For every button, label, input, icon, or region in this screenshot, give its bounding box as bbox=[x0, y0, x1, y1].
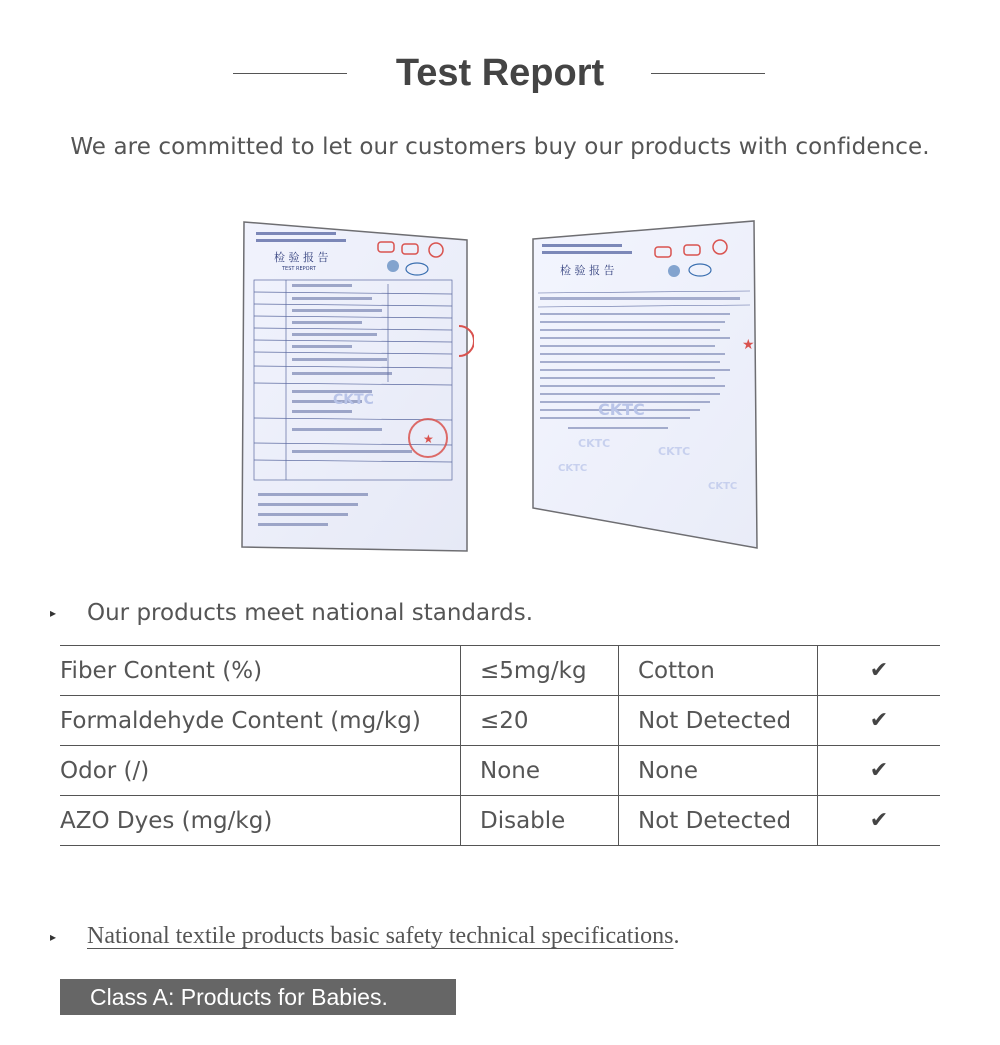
check-icon: ✔ bbox=[818, 696, 941, 746]
title-right-rule bbox=[651, 73, 765, 74]
doc1-heading-cn: 检 验 报 告 bbox=[274, 251, 329, 264]
svg-text:CKTC: CKTC bbox=[658, 445, 691, 458]
doc1-heading-en: TEST REPORT bbox=[282, 266, 316, 272]
row-standard: ≤5mg/kg bbox=[461, 646, 619, 696]
row-item: Fiber Content (%) bbox=[60, 646, 461, 696]
doc2-watermark: CKTC bbox=[598, 400, 645, 419]
section2-heading bbox=[87, 923, 679, 950]
section2-text: National textile products basic safety technical specifications bbox=[87, 923, 674, 949]
standards-table bbox=[60, 645, 940, 846]
table-row bbox=[60, 746, 940, 796]
row-item: AZO Dyes (mg/kg) bbox=[60, 796, 461, 846]
page-subtitle: We are committed to let our customers buy our products with confidence. bbox=[70, 134, 930, 160]
test-report-document-2 bbox=[528, 217, 760, 553]
section1-bullet: ▸ bbox=[50, 606, 57, 620]
section1-heading: Our products meet national standards. bbox=[87, 600, 534, 626]
row-item: Odor (/) bbox=[60, 746, 461, 796]
svg-text:CKTC: CKTC bbox=[578, 437, 611, 450]
row-item: Formaldehyde Content (mg/kg) bbox=[60, 696, 461, 746]
row-result: Cotton bbox=[619, 646, 818, 696]
row-result: Not Detected bbox=[619, 796, 818, 846]
row-standard: Disable bbox=[461, 796, 619, 846]
row-standard: None bbox=[461, 746, 619, 796]
test-report-document-1 bbox=[238, 218, 474, 552]
check-icon: ✔ bbox=[818, 796, 941, 846]
svg-text:CKTC: CKTC bbox=[558, 463, 588, 474]
section2-bullet: ▸ bbox=[50, 930, 57, 944]
section2-suffix: . bbox=[673, 923, 680, 949]
check-icon: ✔ bbox=[818, 646, 941, 696]
table-row bbox=[60, 796, 940, 846]
row-standard: ≤20 bbox=[461, 696, 619, 746]
table-row bbox=[60, 646, 940, 696]
row-result: None bbox=[619, 746, 818, 796]
page-title: Test Report bbox=[395, 52, 605, 94]
row-result: Not Detected bbox=[619, 696, 818, 746]
svg-text:CKTC: CKTC bbox=[708, 481, 738, 492]
svg-text:★: ★ bbox=[423, 432, 434, 446]
table-row bbox=[60, 696, 940, 746]
doc2-heading-cn: 检 验 报 告 bbox=[560, 264, 615, 277]
check-icon: ✔ bbox=[818, 746, 941, 796]
svg-text:★: ★ bbox=[742, 337, 755, 353]
doc1-watermark: CKTC bbox=[333, 392, 374, 408]
class-a-label: Class A: Products for Babies. bbox=[60, 979, 456, 1015]
